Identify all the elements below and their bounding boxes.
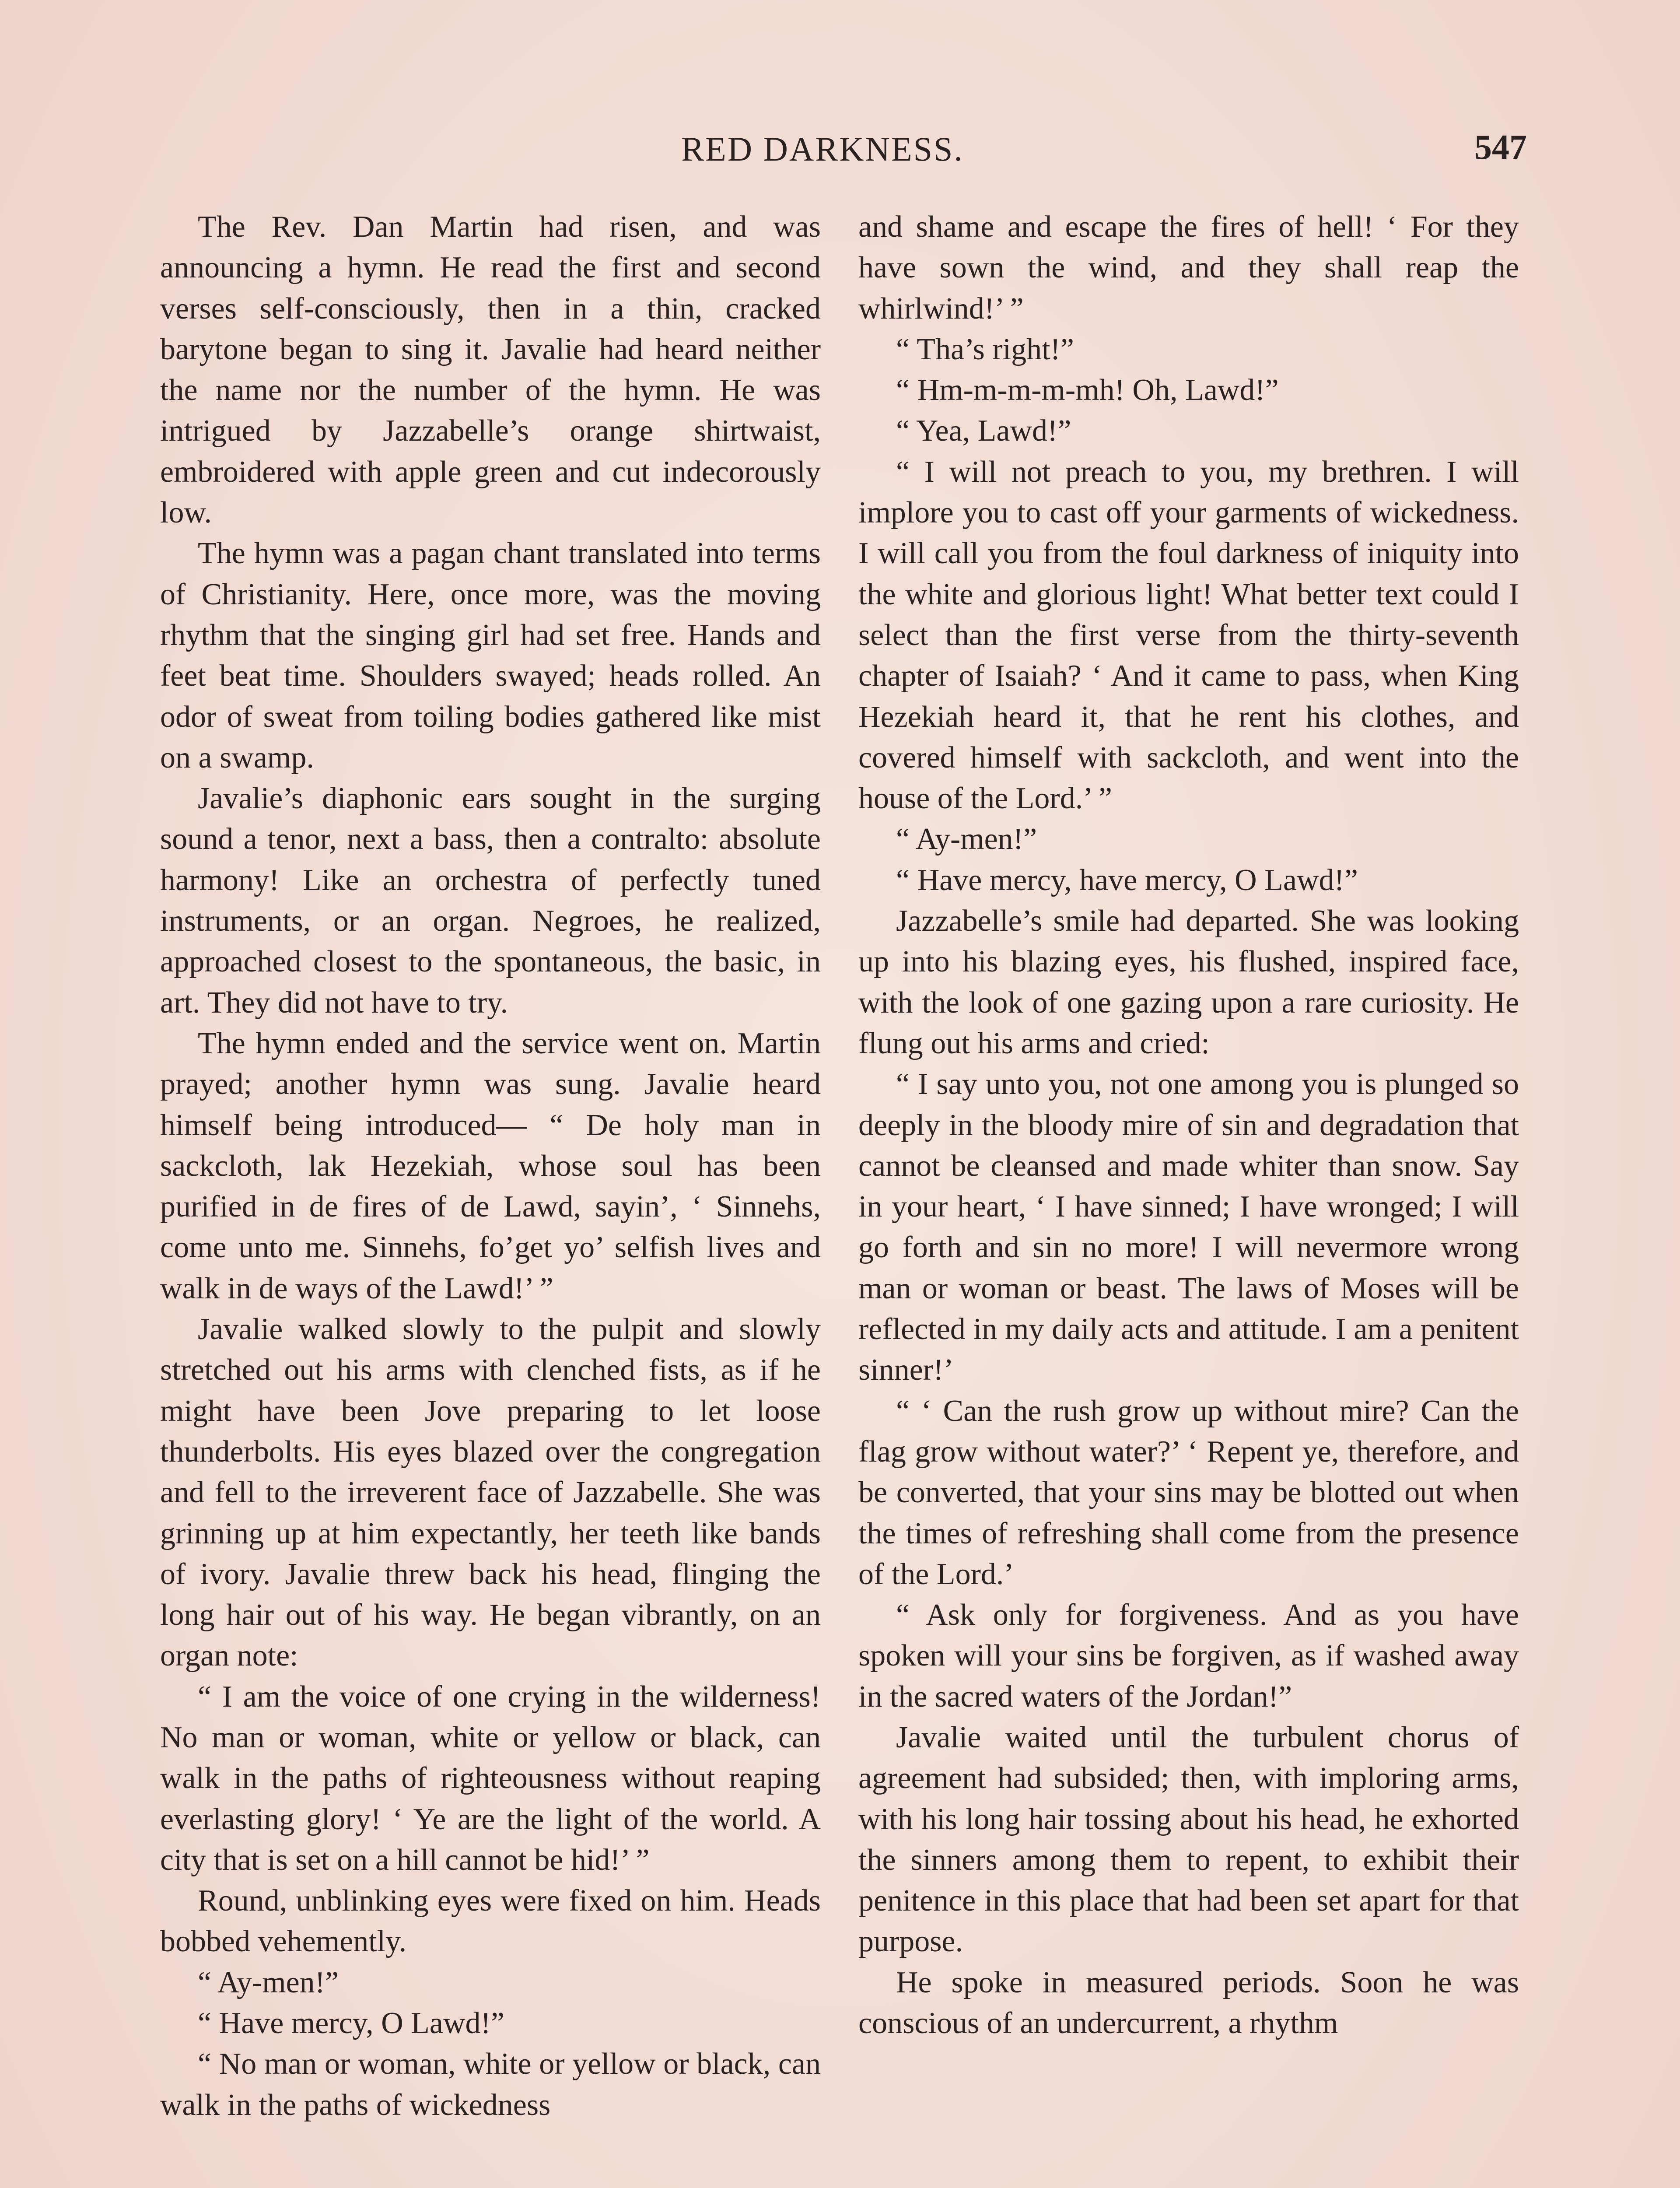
paragraph: “ I am the voice of one crying in the wilderness! No man or woman, white or yellow or black, can walk in the paths of righteousness without reaping everlasting glory! ‘ Ye are the light of the world. A city that is set on a hill cannot be hid!’ ” [160, 1680, 821, 1877]
paragraph: and shame and escape the fires of hell! ‘ For they have sown the wind, and they shall reap the whirlwind!’ ” [858, 210, 1519, 326]
paragraph: The Rev. Dan Martin had risen, and was announcing a hymn. He read the first and second verses self-consciously, then in a thin, cracked barytone began to sing it. Javalie had heard neither the name nor the number of the hymn. He was intrigued by Jazzabelle’s orange shirtwaist, embroidered with apple green and cut indecorously low. [160, 210, 821, 530]
right-column [858, 207, 1519, 2044]
paragraph: The hymn was a pagan chant translated into terms of Christianity. Here, once more, was the moving rhythm that the singing girl had set free. Hands and feet beat time. Shoulders swayed; heads rolled. An odor of sweat from toiling bodies gathered like mist on a swamp. [160, 536, 821, 775]
paragraph: Round, unblinking eyes were fixed on him. Heads bobbed vehemently. [160, 1884, 821, 1959]
paragraph: “ ‘ Can the rush grow up without mire? Can the flag grow without water?’ ‘ Repent ye, therefore, and be converted, that your sins may be blotted out when the times of refreshing shall come from the presence of the Lord.’ [858, 1394, 1519, 1591]
paragraph: “ Ask only for forgiveness. And as you have spoken will your sins be forgiven, as if washed away in the sacred waters of the Jordan!” [858, 1598, 1519, 1714]
paragraph: “ Tha’s right!” [896, 332, 1074, 366]
paragraph: “ Ay-men!” [198, 1965, 339, 1999]
paragraph: The hymn ended and the service went on. Martin prayed; another hymn was sung. Javalie heard himself being introduced— “ De holy man in sackcloth, lak Hezekiah, whose soul has been purified in de fires of de Lawd, sayin’, ‘ Sinnehs, come unto me. Sinnehs, fo’get yo’ selfish lives and walk in de ways of the Lawd!’ ” [160, 1026, 821, 1305]
paragraph: “ Ay-men!” [896, 822, 1037, 856]
paragraph: “ Hm-m-m-m-mh! Oh, Lawd!” [896, 373, 1279, 407]
paragraph: “ Yea, Lawd!” [896, 414, 1071, 448]
paragraph: “ I will not preach to you, my brethren. I will implore you to cast off your garments of wickedness. I will call you from the foul darkness of iniquity into the white and glorious light! What better text could I select than the first verse from the thirty-seventh chapter of Isaiah? ‘ And it came to pass, when King Hezekiah heard it, that he rent his clothes, and covered himself with sackcloth, and went into the house of the Lord.’ ” [858, 455, 1519, 816]
paragraph: Javalie walked slowly to the pulpit and slowly stretched out his arms with clenched fists, as if he might have been Jove preparing to let loose thunderbolts. His eyes blazed over the congregation and fell to the irreverent face of Jazzabelle. She was grinning up at him expectantly, her teeth like bands of ivory. Javalie threw back his head, flinging the long hair out of his way. He began vibrantly, on an organ note: [160, 1312, 821, 1673]
paragraph: He spoke in measured periods. Soon he was conscious of an undercurrent, a rhythm [858, 1965, 1519, 2041]
paragraph: “ No man or woman, white or yellow or black, can walk in the paths of wickedness [160, 2047, 821, 2122]
page-number: 547 [1474, 128, 1527, 167]
paragraph: Javalie waited until the turbulent chorus of agreement had subsided; then, with imploring arms, with his long hair tossing about his head, he exhorted the sinners among them to repent, to exhibit their penitence in this place that had been set apart for that purpose. [858, 1720, 1519, 1959]
paragraph: “ Have mercy, O Lawd!” [198, 2006, 504, 2041]
paragraph: Javalie’s diaphonic ears sought in the surging sound a tenor, next a bass, then a contralto: absolute harmony! Like an orchestra of perfectly tuned instruments, or an organ. Negroes, he realized, approached closest to the spontaneous, the basic, in art. They did not have to try. [160, 782, 821, 1020]
paragraph: “ I say unto you, not one among you is plunged so deeply in the bloody mire of sin and degradation that cannot be cleansed and made whiter than snow. Say in your heart, ‘ I have sinned; I have wronged; I will go forth and sin no more! I will nevermore wrong man or woman or beast. The laws of Moses will be reflected in my daily acts and attitude. I am a penitent sinner!’ [858, 1067, 1519, 1387]
running-header-title: RED DARKNESS. [681, 130, 964, 168]
paragraph: “ Have mercy, have mercy, O Lawd!” [896, 863, 1358, 897]
left-column [160, 207, 821, 2125]
paragraph: Jazzabelle’s smile had departed. She was looking up into his blazing eyes, his flushed, inspired face, with the look of one gazing upon a rare curiosity. He flung out his arms and cried: [858, 904, 1519, 1060]
